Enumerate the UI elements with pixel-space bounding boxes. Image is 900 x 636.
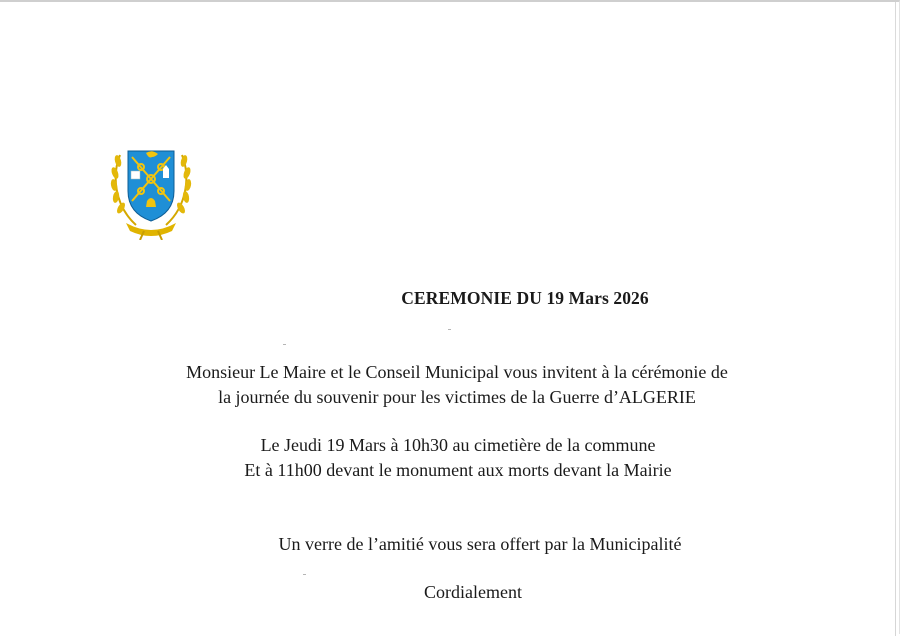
scan-speck — [303, 574, 306, 575]
invitation-line-2: la journée du souvenir pour les victimes de la Guerre d’ALGERIE — [218, 387, 696, 407]
schedule-line-1: Le Jeudi 19 Mars à 10h30 au cimetière de la commune — [260, 435, 656, 455]
reception-line: Un verre de l’amitié vous sera offert par la Municipalité — [278, 534, 682, 554]
scan-speck — [448, 329, 451, 330]
invitation-line-1: Monsieur Le Maire et le Conseil Municipal vous invitent à la cérémonie de — [186, 362, 728, 382]
municipal-coat-of-arms-icon — [106, 145, 196, 240]
closing-line: Cordialement — [424, 582, 522, 602]
schedule-line-2: Et à 11h00 devant le monument aux morts devant la Mairie — [244, 460, 672, 480]
scan-speck — [283, 344, 286, 345]
document-title: CEREMONIE DU 19 Mars 2026 — [401, 288, 649, 308]
